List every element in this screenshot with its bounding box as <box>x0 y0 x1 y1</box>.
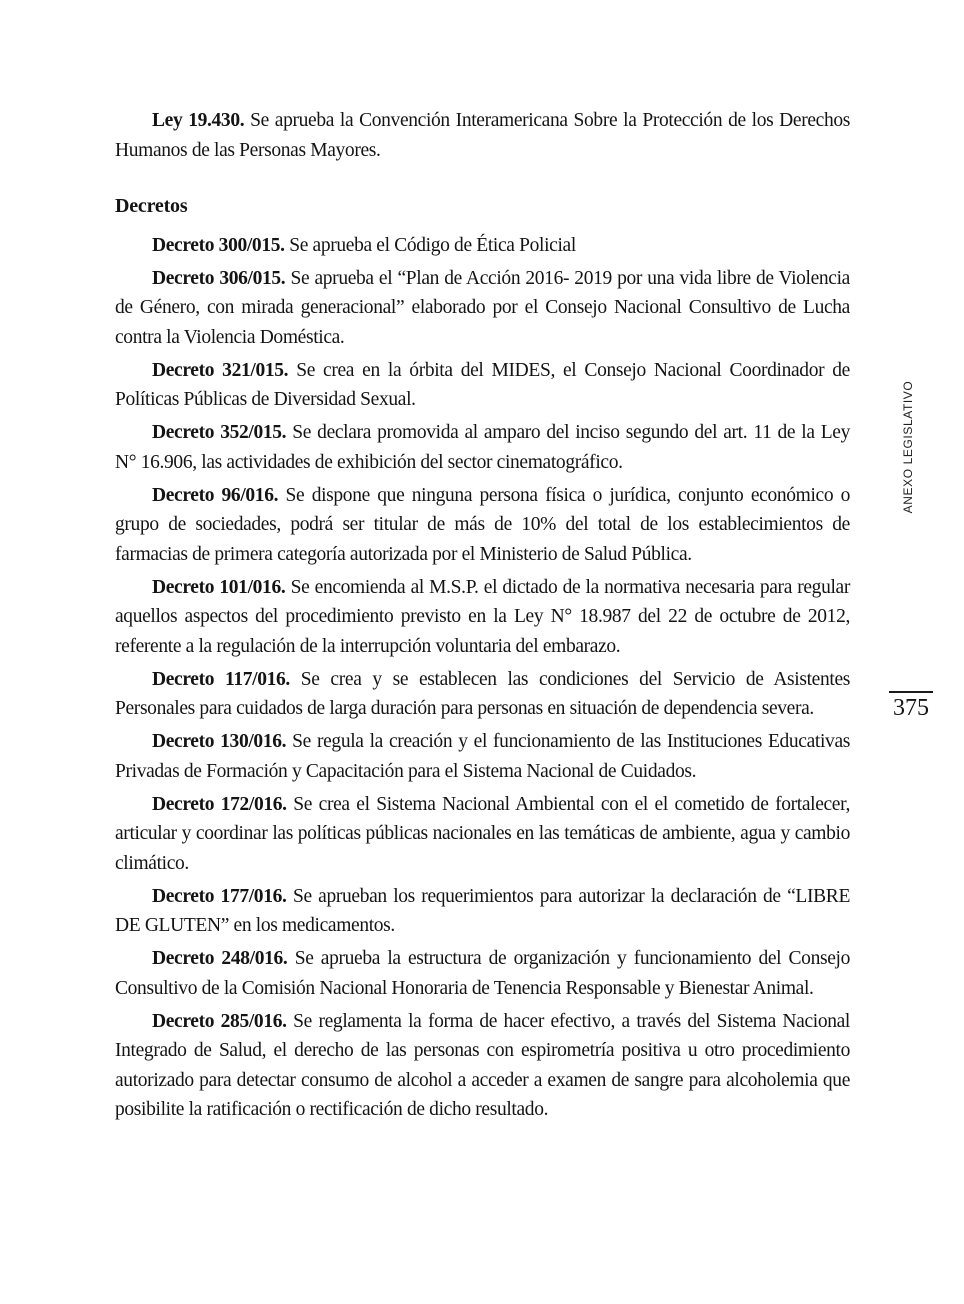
decree-paragraph <box>115 356 850 415</box>
decree-text: Se aprueba el “Plan de Acción 2016- 2019 por una vida libre de Violencia de Género, con mirada generacional” elaborado por el Consejo Nacional Consultivo de Lucha contra la Violencia Doméstica. <box>115 267 850 348</box>
decree-label: Decreto 306/015. <box>152 267 286 289</box>
decree-text: Se aprueba la estructura de organización y funcionamiento del Consejo Consultivo de la Comisión Nacional Honoraria de Tenencia Responsable y Bienestar Animal. <box>115 948 850 999</box>
decree-paragraph <box>115 790 850 879</box>
decree-label: Decreto 101/016. <box>152 576 286 598</box>
decree-label: Decreto 285/016. <box>152 1010 287 1032</box>
decree-label: Decreto 248/016. <box>152 948 288 969</box>
decree-text: Se aprueban los requerimientos para autorizar la declaración de “LIBRE DE GLUTEN” en los medicamentos. <box>115 885 851 936</box>
decree-label: Decreto 130/016. <box>152 731 287 752</box>
decree-paragraph <box>115 264 850 353</box>
decree-label: Decreto 352/015. <box>152 422 287 443</box>
decree-text: Se encomienda al M.S.P. el dictado de la normativa necesaria para regular aquellos aspectos del procedimiento previsto en la Ley N° 18.987 del 22 de octubre de 2012, referente a la regulación de la interrupción voluntaria del embarazo. <box>115 576 850 657</box>
ley-paragraph <box>115 106 850 165</box>
decree-paragraph <box>115 231 850 261</box>
decree-paragraph <box>115 665 850 724</box>
ley-text: Se aprueba la Convención Interamericana Sobre la Protección de los Derechos Humanos de las Personas Mayores. <box>115 110 851 161</box>
decree-paragraph <box>115 418 850 477</box>
decree-text: Se crea en la órbita del MIDES, el Consejo Nacional Coordinador de Políticas Públicas de Diversidad Sexual. <box>115 359 850 410</box>
section-heading-decretos: Decretos <box>115 195 188 217</box>
ley-label: Ley 19.430. <box>152 110 245 131</box>
decree-label: Decreto 321/015. <box>152 359 289 381</box>
sidebar-annex-label: ANEXO LEGISLATIVO <box>901 380 915 514</box>
decree-paragraph <box>115 1007 850 1125</box>
decree-text: Se regula la creación y el funcionamiento de las Instituciones Educativas Privadas de Formación y Capacitación para el Sistema Nacional de Cuidados. <box>115 731 851 782</box>
decree-label: Decreto 172/016. <box>152 793 287 815</box>
decree-text: Se dispone que ninguna persona física o jurídica, conjunto económico o grupo de sociedades, podrá ser titular de más de 10% del total de los establecimientos de farmacias de primera categoría autorizada por el Ministerio de Salud Pública. <box>115 484 851 565</box>
decree-label: Decreto 117/016. <box>152 668 290 690</box>
decree-text: Se crea el Sistema Nacional Ambiental con el el cometido de fortalecer, articular y coordinar las políticas públicas nacionales en las temáticas de ambiente, agua y cambio climático. <box>115 793 850 874</box>
decree-text: Se reglamenta la forma de hacer efectivo, a través del Sistema Nacional Integrado de Salud, el derecho de las personas con espirometría positiva u otro procedimiento autorizado para detectar consumo de alcohol a acceder a examen de sangre para alcoholemia que posibilite la ratificación o rectificación de dicho resultado. <box>115 1010 850 1120</box>
page-number: 375 <box>893 695 929 721</box>
decree-label: Decreto 300/015. <box>152 234 285 256</box>
decree-list <box>115 231 850 1125</box>
decree-paragraph <box>115 481 850 570</box>
decree-text: Se aprueba el Código de Ética Policial <box>289 234 576 256</box>
decree-label: Decreto 177/016. <box>152 885 287 907</box>
decree-paragraph <box>115 573 850 662</box>
decree-paragraph <box>115 727 850 786</box>
page-number-block <box>889 691 933 721</box>
decree-label: Decreto 96/016. <box>152 484 279 506</box>
decree-paragraph <box>115 882 850 941</box>
decree-text: Se crea y se establecen las condiciones del Servicio de Asistentes Personales para cuidados de larga duración para personas en situación de dependencia severa. <box>115 668 850 719</box>
text-column <box>115 106 850 1128</box>
page-number-rule <box>889 691 933 693</box>
decree-paragraph <box>115 944 850 1003</box>
decree-text: Se declara promovida al amparo del inciso segundo del art. 11 de la Ley N° 16.906, las actividades de exhibición del sector cinematográfico. <box>115 422 850 473</box>
